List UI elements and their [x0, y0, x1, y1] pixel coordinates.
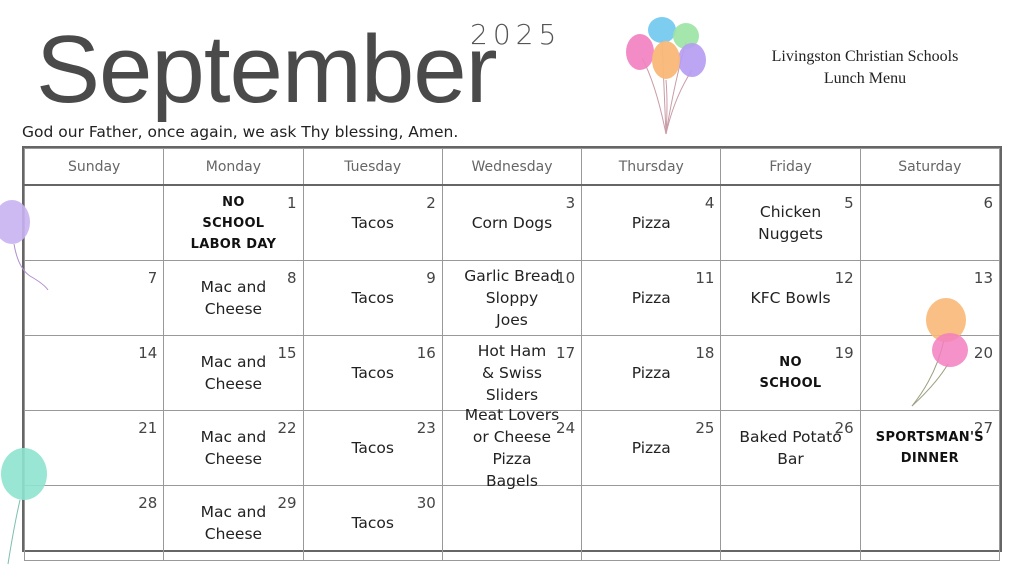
month-title: September [36, 16, 497, 123]
menu-line: Mac and [200, 428, 267, 446]
menu-item [304, 486, 442, 560]
menu-line: Cheese [204, 375, 263, 393]
balloon-bunch-icon [622, 14, 714, 136]
weekday-header: Thursday [582, 149, 721, 186]
menu-item [304, 186, 442, 260]
menu-item [164, 411, 302, 485]
calendar-day-cell [582, 261, 721, 336]
menu-line: DINNER [900, 451, 959, 466]
day-number: 10 [556, 269, 576, 287]
menu-item [304, 336, 442, 410]
menu-line: Pizza [631, 289, 671, 307]
day-number: 29 [277, 494, 297, 512]
menu-item [721, 411, 859, 485]
day-number: 11 [695, 269, 715, 287]
day-number: 17 [556, 344, 576, 362]
balloon-teal-icon [0, 446, 50, 566]
menu-line: Sloppy [485, 289, 539, 307]
menu-line: Pizza [631, 214, 671, 232]
menu-item [582, 336, 720, 410]
menu-item [164, 261, 302, 335]
menu-item [443, 261, 581, 335]
menu-item [304, 411, 442, 485]
day-number: 26 [834, 419, 854, 437]
calendar-day-cell [442, 406, 581, 490]
menu-line: & Swiss [481, 364, 542, 382]
weekday-header: Friday [721, 149, 860, 186]
day-number: 19 [834, 344, 854, 362]
school-name: Livingston Christian Schools [771, 48, 959, 65]
year-label: 2025 [470, 18, 562, 51]
calendar-week-row [25, 336, 1000, 411]
menu-line: Tacos [351, 439, 394, 457]
calendar-week-row [25, 185, 1000, 261]
day-number: 6 [983, 194, 993, 212]
menu-item [304, 261, 442, 335]
day-number: 16 [416, 344, 436, 362]
menu-line: Cheese [204, 300, 263, 318]
day-number: 1 [287, 194, 297, 212]
special-notice [164, 186, 302, 260]
menu-line: Corn Dogs [471, 214, 553, 232]
menu-line: NO [779, 355, 802, 370]
weekday-header: Saturday [860, 149, 999, 186]
calendar-day-cell [164, 336, 303, 411]
day-number: 12 [834, 269, 854, 287]
day-number: 20 [973, 344, 993, 362]
menu-line: Nuggets [758, 225, 823, 243]
calendar-day-cell [442, 261, 581, 336]
day-number: 13 [973, 269, 993, 287]
menu-line: LABOR DAY [190, 236, 277, 252]
day-number: 9 [426, 269, 436, 287]
weekday-header: Tuesday [303, 149, 442, 186]
menu-line: Bar [777, 450, 804, 468]
menu-line: Pizza [631, 364, 671, 382]
menu-item [721, 261, 859, 335]
calendar-day-cell [721, 336, 860, 411]
menu-line: SCHOOL [202, 215, 265, 231]
menu-line: Baked Potato [739, 428, 842, 446]
menu-line: NO [222, 194, 245, 210]
calendar-day-cell [442, 486, 581, 561]
day-number: 2 [426, 194, 436, 212]
calendar-week-row [25, 261, 1000, 336]
calendar-table [24, 148, 1000, 561]
menu-line: Hot Ham [477, 342, 547, 360]
menu-line: Cheese [204, 450, 263, 468]
day-number: 8 [287, 269, 297, 287]
calendar-day-cell [442, 336, 581, 411]
menu-line: Tacos [351, 514, 394, 532]
menu-subtitle: Lunch Menu [823, 70, 907, 87]
calendar-grid [22, 146, 1002, 552]
menu-line: Tacos [351, 214, 394, 232]
day-number: 30 [416, 494, 436, 512]
menu-item [721, 186, 859, 260]
menu-line: Mac and [200, 503, 267, 521]
day-number: 7 [147, 269, 158, 287]
calendar-day-cell [582, 185, 721, 261]
weekday-header: Monday [164, 149, 303, 186]
calendar-day-cell [721, 185, 860, 261]
menu-item [164, 336, 302, 410]
calendar-day-cell [721, 261, 860, 336]
calendar-body [25, 185, 1000, 561]
day-number: 3 [565, 194, 576, 212]
day-number: 4 [704, 194, 715, 212]
menu-line: Cheese [204, 525, 263, 543]
menu-line: Mac and [200, 353, 267, 371]
blessing-text: God our Father, once again, we ask Thy blessing, Amen. [22, 123, 459, 141]
menu-item [582, 186, 720, 260]
calendar-week-row [25, 411, 1000, 486]
menu-line: KFC Bowls [750, 289, 831, 307]
special-notice [721, 336, 859, 410]
day-number: 5 [844, 194, 854, 212]
day-number: 15 [277, 344, 297, 362]
menu-item [582, 411, 720, 485]
calendar-day-cell [721, 486, 860, 561]
balloon-lavender-icon [0, 198, 52, 292]
day-number: 22 [277, 419, 297, 437]
menu-line: Bagels [486, 472, 538, 490]
menu-line: Tacos [351, 364, 394, 382]
balloon-pair-icon [906, 296, 972, 408]
menu-line: Pizza [631, 439, 671, 457]
day-number: 25 [695, 419, 715, 437]
menu-line: Chicken [759, 203, 822, 221]
menu-item [443, 406, 581, 490]
calendar-day-cell [860, 486, 999, 561]
calendar-day-cell [164, 486, 303, 561]
school-title [740, 46, 990, 90]
weekday-header: Wednesday [442, 149, 581, 186]
calendar-day-cell [860, 411, 999, 486]
calendar-day-cell [582, 486, 721, 561]
menu-line: Joes [496, 311, 528, 329]
calendar-day-cell [303, 411, 442, 486]
calendar-day-cell [303, 336, 442, 411]
menu-line: or Cheese Pizza [472, 428, 552, 468]
calendar-day-cell [164, 185, 303, 261]
menu-line: SPORTSMAN'S [875, 430, 984, 445]
weekday-header-row [25, 149, 1000, 186]
menu-line: Tacos [351, 289, 394, 307]
calendar-day-cell [303, 486, 442, 561]
day-number: 14 [138, 344, 158, 362]
menu-item [443, 186, 581, 260]
day-number: 28 [138, 494, 158, 512]
menu-line: Mac and [200, 278, 267, 296]
calendar-day-cell [582, 411, 721, 486]
calendar-day-cell [860, 185, 999, 261]
day-number: 21 [138, 419, 158, 437]
menu-line: SCHOOL [759, 376, 822, 391]
menu-line: Sliders [485, 386, 539, 404]
calendar-day-cell [442, 185, 581, 261]
menu-item [164, 486, 302, 560]
calendar-day-cell [303, 185, 442, 261]
calendar-day-cell [721, 411, 860, 486]
calendar-day-cell [303, 261, 442, 336]
day-number: 27 [973, 419, 993, 437]
calendar-day-cell [25, 336, 164, 411]
weekday-header: Sunday [25, 149, 164, 186]
calendar-week-row [25, 486, 1000, 561]
day-number: 18 [695, 344, 715, 362]
menu-line: Meat Lovers [464, 406, 560, 424]
special-notice [861, 411, 999, 485]
calendar-day-cell [164, 261, 303, 336]
menu-item [443, 336, 581, 410]
menu-item [582, 261, 720, 335]
menu-line: Garlic Bread [464, 267, 560, 285]
day-number: 23 [416, 419, 436, 437]
day-number: 24 [556, 419, 576, 437]
calendar-day-cell [582, 336, 721, 411]
calendar-day-cell [164, 411, 303, 486]
